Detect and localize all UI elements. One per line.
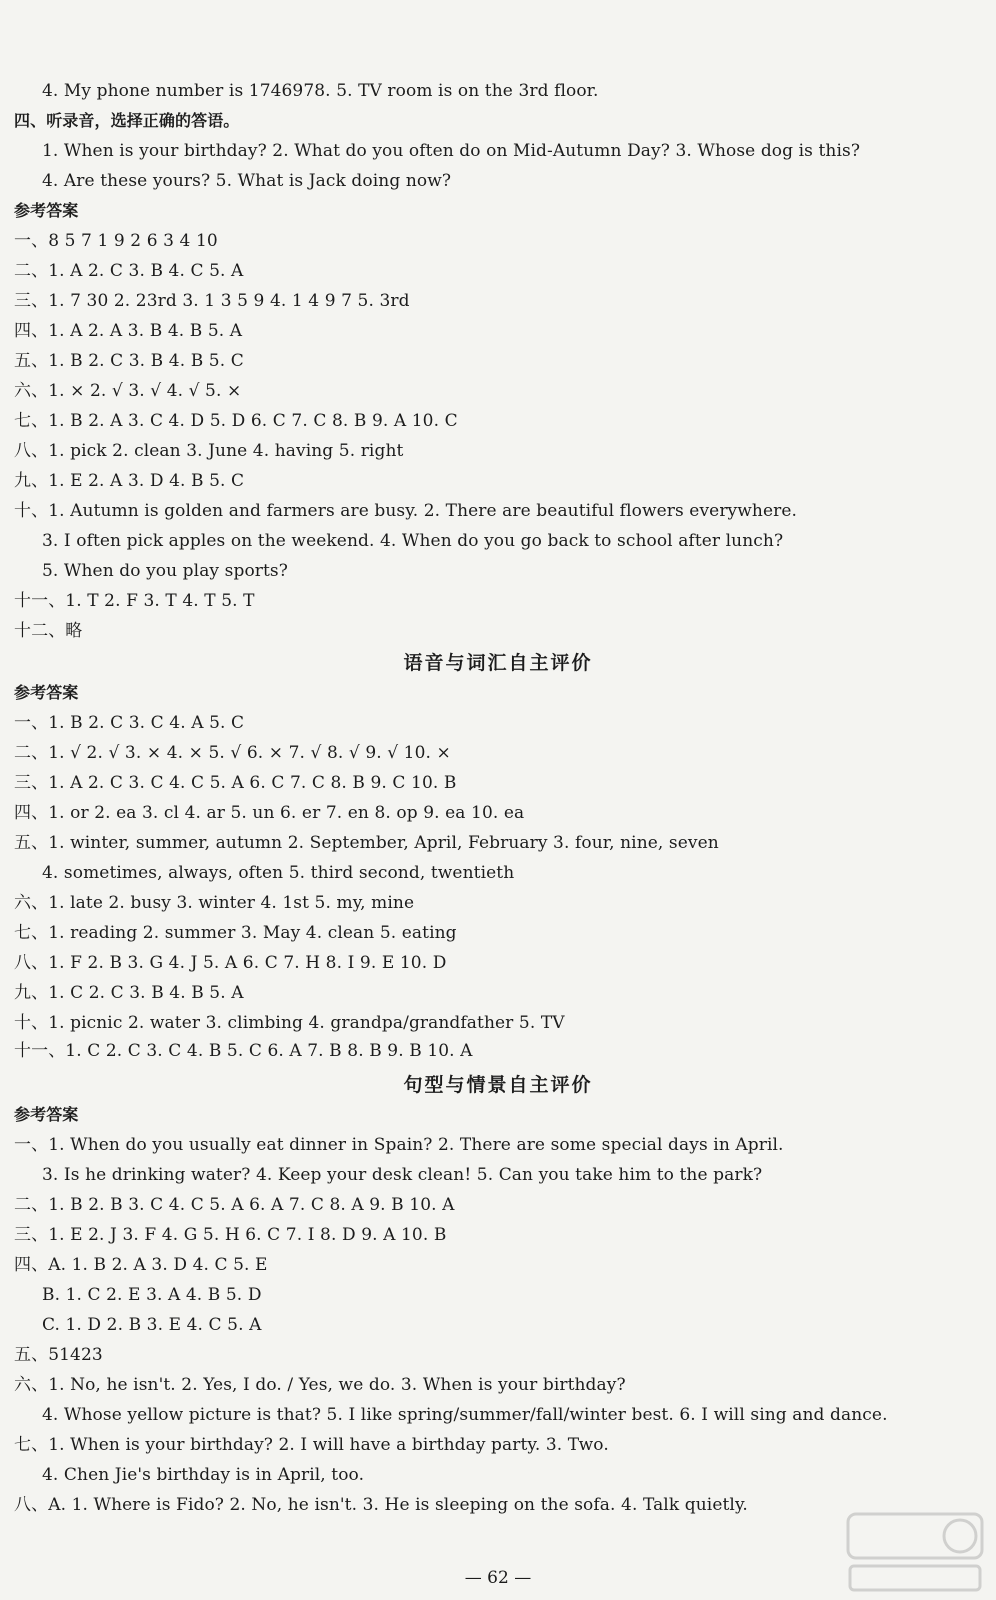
answer-row: 一、1. When do you usually eat dinner in Spain? 2. There are some special days in April. (14, 1135, 784, 1155)
page-number: — 62 — (464, 1568, 532, 1588)
answer-row: 十、1. picnic 2. water 3. climbing 4. grandpa/grandfather 5. TV (14, 1013, 565, 1033)
answer-row: 四、A. 1. B 2. A 3. D 4. C 5. E (14, 1255, 268, 1275)
answer-row-continued: B. 1. C 2. E 3. A 4. B 5. D (42, 1285, 262, 1305)
answer-row: 三、1. A 2. C 3. C 4. C 5. A 6. C 7. C 8. B 9. C 10. B (14, 773, 457, 793)
answer-row: 七、1. B 2. A 3. C 4. D 5. D 6. C 7. C 8. B 9. A 10. C (14, 411, 458, 431)
answer-row: 四、1. A 2. A 3. B 4. B 5. A (14, 321, 243, 341)
text-line: 1. When is your birthday? 2. What do you often do on Mid-Autumn Day? 3. Whose dog is this? (42, 141, 861, 161)
answer-row: 八、1. F 2. B 3. G 4. J 5. A 6. C 7. H 8. I 9. E 10. D (14, 953, 447, 973)
answer-row-continued: C. 1. D 2. B 3. E 4. C 5. A (42, 1315, 262, 1335)
answer-row: 九、1. E 2. A 3. D 4. B 5. C (14, 471, 245, 491)
answer-row: 九、1. C 2. C 3. B 4. B 5. A (14, 983, 244, 1003)
answer-row: 八、1. pick 2. clean 3. June 4. having 5. right (14, 441, 404, 461)
answer-row: 七、1. reading 2. summer 3. May 4. clean 5. eating (14, 923, 457, 943)
answer-row: 一、8 5 7 1 9 2 6 3 4 10 (14, 231, 218, 251)
answer-row: 五、51423 (14, 1345, 103, 1365)
answer-row: 八、A. 1. Where is Fido? 2. No, he isn't. 3. He is sleeping on the sofa. 4. Talk quietly. (14, 1495, 748, 1515)
answer-row: 六、1. × 2. √ 3. √ 4. √ 5. × (14, 381, 242, 401)
text-line: 4. Are these yours? 5. What is Jack doing now? (42, 171, 452, 191)
section-header: 四、听录音，选择正确的答语。 (14, 111, 240, 130)
answer-row: 六、1. No, he isn't. 2. Yes, I do. / Yes, we do. 3. When is your birthday? (14, 1375, 626, 1395)
watermark-logo (840, 1508, 990, 1596)
text-line: 4. My phone number is 1746978. 5. TV room is on the 3rd floor. (42, 81, 599, 101)
answer-row: 二、1. √ 2. √ 3. × 4. × 5. √ 6. × 7. √ 8. √ 9. √ 10. × (14, 743, 451, 763)
answer-row-continued: 5. When do you play sports? (42, 561, 288, 581)
answer-row: 十一、1. T 2. F 3. T 4. T 5. T (14, 591, 255, 611)
answer-key-label: 参考答案 (14, 1105, 79, 1124)
answer-row: 十、1. Autumn is golden and farmers are busy. 2. There are beautiful flowers everywhere. (14, 501, 798, 521)
answer-key-label: 参考答案 (14, 201, 79, 220)
answer-row-continued: 3. Is he drinking water? 4. Keep your desk clean! 5. Can you take him to the park? (42, 1165, 763, 1185)
answer-row: 七、1. When is your birthday? 2. I will have a birthday party. 3. Two. (14, 1435, 609, 1455)
section-title: 语音与词汇自主评价 (403, 652, 593, 674)
answer-row: 三、1. 7 30 2. 23rd 3. 1 3 5 9 4. 1 4 9 7 5. 3rd (14, 291, 410, 311)
answer-row-continued: 4. sometimes, always, often 5. third second, twentieth (42, 863, 515, 883)
answer-row-continued: 3. I often pick apples on the weekend. 4. When do you go back to school after lunch? (42, 531, 784, 551)
answer-row-continued: 4. Whose yellow picture is that? 5. I like spring/summer/fall/winter best. 6. I will sing and dance. (42, 1405, 888, 1425)
answer-row: 四、1. or 2. ea 3. cl 4. ar 5. un 6. er 7. en 8. op 9. ea 10. ea (14, 803, 525, 823)
answer-row: 五、1. winter, summer, autumn 2. September, April, February 3. four, nine, seven (14, 833, 719, 853)
answer-row: 十二、略 (14, 621, 83, 641)
answer-row: 二、1. B 2. B 3. C 4. C 5. A 6. A 7. C 8. A 9. B 10. A (14, 1195, 455, 1215)
section-title: 句型与情景自主评价 (403, 1074, 593, 1096)
answer-row: 一、1. B 2. C 3. C 4. A 5. C (14, 713, 245, 733)
answer-row: 六、1. late 2. busy 3. winter 4. 1st 5. my, mine (14, 893, 415, 913)
answer-row: 五、1. B 2. C 3. B 4. B 5. C (14, 351, 244, 371)
answer-key-label: 参考答案 (14, 683, 79, 702)
answer-row: 二、1. A 2. C 3. B 4. C 5. A (14, 261, 244, 281)
answer-row: 三、1. E 2. J 3. F 4. G 5. H 6. C 7. I 8. D 9. A 10. B (14, 1225, 447, 1245)
answer-row: 十一、1. C 2. C 3. C 4. B 5. C 6. A 7. B 8. B 9. B 10. A (14, 1041, 473, 1061)
answer-row-continued: 4. Chen Jie's birthday is in April, too. (42, 1465, 365, 1485)
